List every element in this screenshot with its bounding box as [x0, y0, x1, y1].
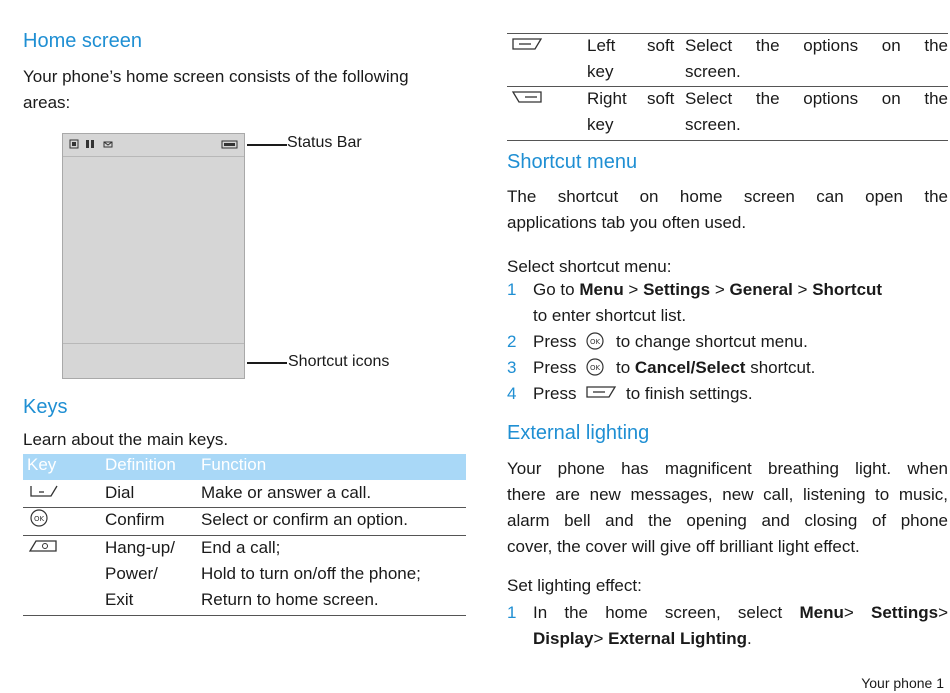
- svg-text:OK: OK: [589, 364, 601, 372]
- ext-line-2: there are new messages, new call, listening to music,: [507, 485, 948, 504]
- hangup-key-icon: [28, 538, 60, 554]
- def-confirm: Confirm: [105, 510, 165, 529]
- ok-key-icon: [585, 357, 605, 377]
- step-2-text: to change shortcut menu.: [616, 332, 808, 351]
- step-3-press: Press: [533, 358, 577, 377]
- func-confirm: Select or confirm an option.: [201, 510, 408, 529]
- lighting-step-number: 1: [507, 603, 517, 622]
- def-hangup-3: Exit: [105, 590, 134, 609]
- left-soft-key-icon: [585, 385, 617, 399]
- header-key: Key: [27, 455, 57, 474]
- right-soft-key-icon: [511, 90, 543, 104]
- lighting-step-line-2: Display> External Lighting.: [533, 629, 752, 648]
- def-dial: Dial: [105, 483, 135, 502]
- svg-text:OK: OK: [33, 515, 45, 523]
- external-lighting-title: External lighting: [507, 422, 650, 444]
- right-soft-name-a: Right: [587, 89, 627, 108]
- header-function: Function: [201, 455, 267, 474]
- left-soft-name-c: key: [587, 62, 614, 81]
- softkeys-table-bottom: [507, 140, 948, 141]
- keys-title: Keys: [23, 396, 68, 418]
- header-definition: Definition: [105, 455, 176, 474]
- step-1-text: Go to Menu > Settings > General > Shortcut: [533, 280, 883, 299]
- left-soft-name-a: Left: [587, 36, 616, 55]
- battery-icon: [221, 139, 239, 149]
- home-desc-line-1: Your phone’s home screen consists of the following: [23, 67, 409, 86]
- signal-icon: [69, 139, 79, 149]
- def-hangup-1: Hang-up/: [105, 538, 175, 557]
- phone-screen-illustration: [62, 133, 245, 379]
- home-desc-line-2: areas:: [23, 93, 71, 112]
- status-bar: [63, 134, 244, 156]
- step-1-line-2: to enter shortcut list.: [533, 306, 687, 325]
- svg-text:OK: OK: [589, 338, 601, 346]
- step-2-press: Press: [533, 332, 577, 351]
- ok-key-icon: [29, 508, 49, 528]
- set-lighting-label: Set lighting effect:: [507, 576, 642, 595]
- home-screen-title: Home screen: [23, 30, 142, 52]
- select-shortcut-label: Select shortcut menu:: [507, 257, 672, 276]
- keys-table-header: [23, 454, 466, 480]
- left-soft-func-a: Select the options on the: [685, 36, 948, 55]
- step-3-text: to Cancel/Select shortcut.: [616, 358, 816, 377]
- step-4-number: 4: [507, 384, 517, 403]
- dial-key-icon: [29, 483, 59, 499]
- step-1-number: 1: [507, 280, 517, 299]
- shortcut-icons-area: [63, 344, 244, 378]
- shortcut-desc-2: applications tab you often used.: [507, 213, 747, 232]
- message-icon: [103, 139, 113, 149]
- right-soft-func-b: screen.: [685, 115, 741, 134]
- right-soft-func-a: Select the options on the: [685, 89, 948, 108]
- ext-line-1: Your phone has magnificent breathing light. when: [507, 459, 948, 478]
- shortcut-menu-title: Shortcut menu: [507, 151, 638, 173]
- table-bottom-line: [23, 615, 466, 616]
- left-soft-func-b: screen.: [685, 62, 741, 81]
- ext-line-4: cover, the cover will give off brilliant light effect.: [507, 537, 860, 556]
- func-hangup-3: Return to home screen.: [201, 590, 379, 609]
- left-soft-key-icon: [511, 37, 543, 51]
- shortcut-desc-1: The shortcut on home screen can open the: [507, 187, 948, 206]
- def-hangup-2: Power/: [105, 564, 158, 583]
- status-separator: [63, 156, 244, 157]
- ok-key-icon: [585, 331, 605, 351]
- right-soft-name-c: key: [587, 115, 614, 134]
- status-bar-label: Status Bar: [287, 134, 362, 151]
- ext-line-3: alarm bell and the opening and closing of phone: [507, 511, 948, 530]
- step-2-number: 2: [507, 332, 517, 351]
- step-4-text: to finish settings.: [626, 384, 753, 403]
- func-hangup-1: End a call;: [201, 538, 281, 557]
- right-soft-name-b: soft: [647, 89, 675, 108]
- page-footer: Your phone 1: [861, 675, 944, 691]
- shortcut-icons-label: Shortcut icons: [288, 353, 390, 370]
- status-bar-callout-line: [247, 144, 287, 146]
- func-hangup-2: Hold to turn on/off the phone;: [201, 564, 421, 583]
- func-dial: Make or answer a call.: [201, 483, 372, 502]
- step-4-press: Press: [533, 384, 577, 403]
- shortcut-icons-callout-line: [247, 362, 287, 364]
- sim-icon: [85, 139, 95, 149]
- step-3-number: 3: [507, 358, 517, 377]
- keys-intro: Learn about the main keys.: [23, 430, 229, 449]
- left-soft-name-b: soft: [647, 36, 675, 55]
- lighting-step-line-1: In the home screen, select Menu> Settings>: [533, 603, 948, 622]
